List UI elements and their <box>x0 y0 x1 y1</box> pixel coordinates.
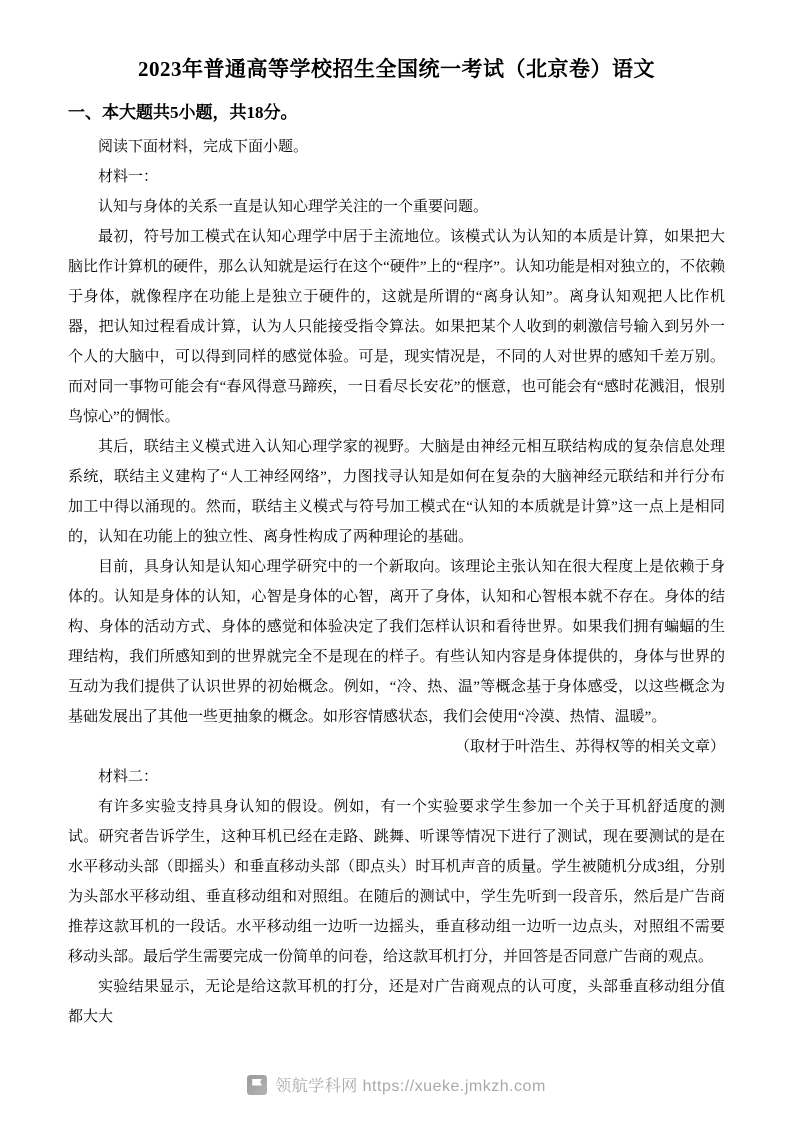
source-attribution: （取材于叶浩生、苏得权等的相关文章） <box>454 739 725 755</box>
material-one-paragraph: 最初，符号加工模式在认知心理学中居于主流地位。该模式认为认知的本质是计算，如果把大脑比作计算机的硬件，那么认知就是运行在这个“硬件”上的“程序”。认知功能是相对独立的，不依赖于身体，就像程序在功能上是独立于硬件的，这就是所谓的“离身认知”。离身认知观把人比作机器，把认知过程看成计算，认为人只能接受指令算法。如果把某个人收到的刺激信号输入到另外一个人的大脑中，可以得到同样的感觉体验。可是，现实情况是，不同的人对世界的感知千差万别。而对同一事物可能会有“春风得意马蹄疾，一日看尽长安花”的惬意，也可能会有“感时花溅泪，恨别鸟惊心”的惆怅。 <box>68 229 725 425</box>
material-one-label: 材料一： <box>98 169 159 185</box>
material-two-paragraph: 实验结果显示，无论是给这款耳机的打分，还是对广告商观点的认可度，头部垂直移动组分值都大大 <box>68 979 725 1025</box>
material-two-paragraph: 有许多实验支持具身认知的假设。例如，有一个实验要求学生参加一个关于耳机舒适度的测试。研究者告诉学生，这种耳机已经在走路、跳舞、听课等情况下进行了测试，现在要测试的是在水平移动头部（即摇头）和垂直移动头部（即点头）时耳机声音的质量。学生被随机分成3组，分别为头部水平移动组、垂直移动组和对照组。在随后的测试中，学生先听到一段音乐，然后是广告商推荐这款耳机的一段话。水平移动组一边听一边摇头，垂直移动组一边听一边点头，对照组不需要移动头部。最后学生需要完成一份简单的问卷，给这款耳机打分，并回答是否同意广告商的观点。 <box>68 799 725 965</box>
document-title: 2023年普通高等学校招生全国统一考试（北京卷）语文 <box>138 57 655 81</box>
site-watermark <box>0 1073 793 1096</box>
watermark-logo-icon <box>247 1075 267 1095</box>
material-one-paragraph: 其后，联结主义模式进入认知心理学家的视野。大脑是由神经元相互联结构成的复杂信息处理系统，联结主义建构了“人工神经网络”，力图找寻认知是如何在复杂的大脑神经元联结和并行分布加工中得以涌现的。然而，联结主义模式与符号加工模式在“认知的本质就是计算”这一点上是相同的，认知在功能上的独立性、离身性构成了两种理论的基础。 <box>68 439 725 545</box>
material-two-label: 材料二： <box>98 769 159 785</box>
watermark-text: 领航学科网 https://xueke.jmkzh.com <box>275 1078 546 1095</box>
material-one-paragraph: 认知与身体的关系一直是认知心理学关注的一个重要问题。 <box>98 199 489 215</box>
reading-instruction: 阅读下面材料，完成下面小题。 <box>98 139 309 155</box>
section-one-heading: 一、本大题共5小题，共18分。 <box>68 103 298 122</box>
material-one-paragraph: 目前，具身认知是认知心理学研究中的一个新取向。该理论主张认知在很大程度上是依赖于身体的。认知是身体的认知，心智是身体的心智，离开了身体，认知和心智根本就不存在。身体的结构、身体的活动方式、身体的感觉和体验决定了我们怎样认识和看待世界。如果我们拥有蝙蝠的生理结构，我们所感知到的世界就完全不是现在的样子。有些认知内容是身体提供的，身体与世界的互动为我们提供了认识世界的初始概念。例如，“冷、热、温”等概念基于身体感受，以这些概念为基础发展出了其他一些更抽象的概念。如形容情感状态，我们会使用“冷漠、热情、温暖”。 <box>68 559 725 725</box>
